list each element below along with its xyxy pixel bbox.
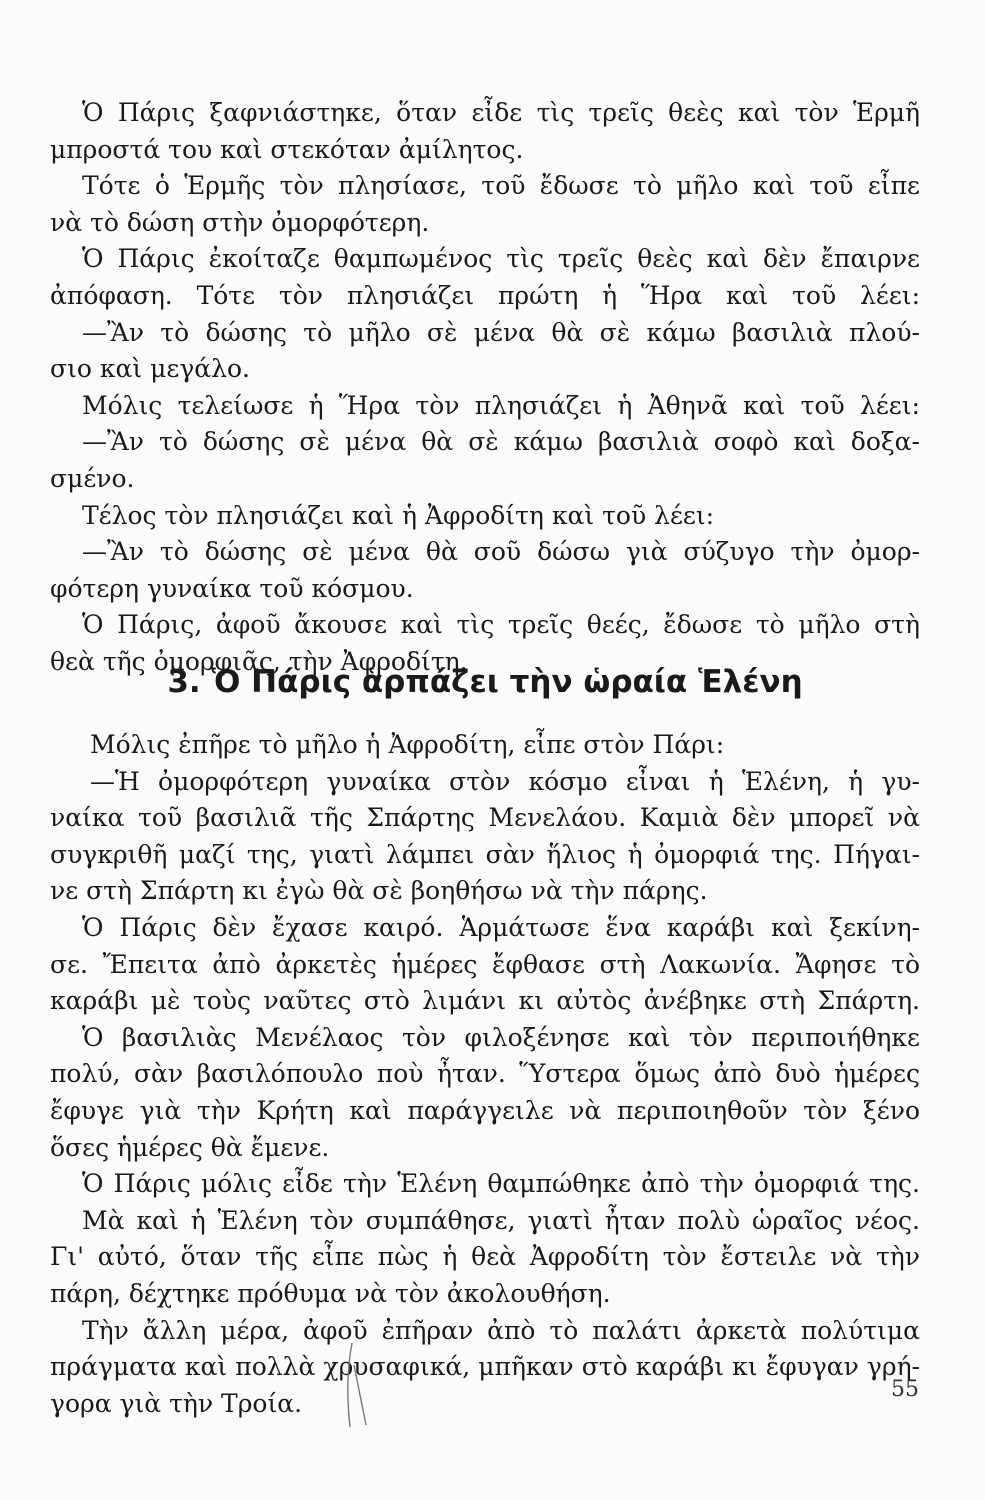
text-line: Τέλος τὸν πλησιάζει καὶ ἡ Ἀφροδίτη καὶ τοῦ λέει:	[82, 500, 715, 530]
page-number: 55	[891, 1377, 919, 1402]
section-1	[50, 95, 920, 681]
text-line: Ὁ βασιλιὰς Μενέλαος τὸν φιλοξένησε καὶ τὸν περιποιήθηκε	[82, 1022, 920, 1052]
text-line: συγκριθῆ μαζί της, γιατὶ λάμπει σὰν ἥλιος ἡ ὀμορφιά της. Πήγαι-	[50, 839, 920, 869]
pen-mark	[330, 1335, 380, 1435]
text-line: Τότε ὁ Ἑρμῆς τὸν πλησίασε, τοῦ ἔδωσε τὸ μῆλο καὶ τοῦ εἶπε	[82, 171, 920, 201]
text-line: πράγματα καὶ πολλὰ χρυσαφικά, μπῆκαν στὸ καράβι κι ἔφυγαν γρή-	[50, 1352, 920, 1382]
section-heading: 3. Ὁ Πάρις ἁρπάζει τὴν ὡραία Ἑλένη	[167, 664, 803, 700]
text-line: Γι' αὐτό, ὅταν τῆς εἶπε πὼς ἡ θεὰ Ἀφροδίτη τὸν ἔστειλε νὰ τὴν	[50, 1242, 920, 1272]
text-line: Τὴν ἄλλη μέρα, ἀφοῦ ἐπῆραν ἀπὸ τὸ παλάτι ἀρκετὰ πολύτιμα	[82, 1315, 920, 1345]
text-line: ἔφυγε γιὰ τὴν Κρήτη καὶ παράγγειλε νὰ περιποιηθοῦν τὸν ξένο	[50, 1095, 920, 1125]
text-line: Ὁ Πάρις μόλις εἶδε τὴν Ἑλένη θαμπώθηκε ἀπὸ τὴν ὀμορφιά της.	[82, 1169, 920, 1199]
text-line: ὅσες ἡμέρες θὰ ἔμενε.	[50, 1132, 330, 1162]
text-line: ναίκα τοῦ βασιλιᾶ τῆς Σπάρτης Μενελάου. Καμιὰ δὲν μπορεῖ νὰ	[50, 803, 920, 833]
text-line: νε στὴ Σπάρτη κι ἐγὼ θὰ σὲ βοηθήσω νὰ τὴν πάρης.	[50, 876, 708, 906]
text-line: —Ἂν τὸ δώσης τὸ μῆλο σὲ μένα θὰ σὲ κάμω βασιλιὰ πλού-	[82, 317, 920, 347]
text-line: σμένο.	[50, 463, 135, 493]
text-line: θεὰ τῆς ὀμορφιᾶς, τὴν Ἀφροδίτη.	[50, 646, 468, 676]
text-line: Μόλις τελείωσε ἡ Ἥρα τὸν πλησιάζει ἡ Ἀθηνᾶ καὶ τοῦ λέει:	[82, 390, 920, 420]
text-line: σιο καὶ μεγάλο.	[50, 354, 250, 384]
text-line: Μόλις ἐπῆρε τὸ μῆλο ἡ Ἀφροδίτη, εἶπε στὸν Πάρι:	[90, 730, 725, 759]
text-line: φότερη γυναίκα τοῦ κόσμου.	[50, 573, 414, 603]
text-line: Ὁ Πάρις δὲν ἔχασε καιρό. Ἁρμάτωσε ἕνα καράβι καὶ ξεκίνη-	[82, 912, 920, 942]
text-line: καράβι μὲ τοὺς ναῦτες στὸ λιμάνι κι αὐτὸς ἀνέβηκε στὴ Σπάρτη.	[50, 986, 920, 1016]
text-line: —Ἡ ὀμορφότερη γυναίκα στὸν κόσμο εἶναι ἡ Ἑλένη, ἡ γυ-	[90, 766, 920, 796]
text-line: —Ἂν τὸ δώσης σὲ μένα θὰ σοῦ δώσω γιὰ σύζυγο τὴν ὀμορ-	[82, 537, 920, 567]
text-line: —Ἂν τὸ δώσης σὲ μένα θὰ σὲ κάμω βασιλιὰ σοφὸ καὶ δοξα-	[82, 427, 920, 457]
text-line: γορα γιὰ τὴν Τροία.	[50, 1388, 303, 1418]
text-line: Ὁ Πάρις, ἀφοῦ ἄκουσε καὶ τὶς τρεῖς θεές, ἔδωσε τὸ μῆλο στὴ	[82, 610, 920, 640]
text-line: πάρη, δέχτηκε πρόθυμα νὰ τὸν ἀκολουθήση.	[50, 1278, 611, 1308]
text-line: ἀπόφαση. Τότε τὸν πλησιάζει πρώτη ἡ Ἥρα καὶ τοῦ λέει:	[50, 280, 920, 310]
text-line: νὰ τὸ δώση στὴν ὀμορφότερη.	[50, 207, 430, 237]
text-line: σε. Ἔπειτα ἀπὸ ἀρκετὲς ἡμέρες ἔφθασε στὴ Λακωνία. Ἄφησε τὸ	[50, 949, 920, 979]
text-line: Ὁ Πάρις ξαφνιάστηκε, ὅταν εἶδε τὶς τρεῖς θεὲς καὶ τὸν Ἑρμῆ	[82, 98, 920, 127]
text-line: πολύ, σὰν βασιλόπουλο ποὺ ἦταν. Ὕστερα ὅμως ἀπὸ δυὸ ἡμέρες	[50, 1059, 920, 1089]
text-line: μπροστά του καὶ στεκόταν ἀμίλητος.	[50, 134, 524, 164]
section-2	[50, 727, 920, 1422]
text-line: Ὁ Πάρις ἐκοίταζε θαμπωμένος τὶς τρεῖς θεὲς καὶ δὲν ἔπαιρνε	[82, 244, 920, 274]
text-line: Μὰ καὶ ἡ Ἑλένη τὸν συμπάθησε, γιατὶ ἦταν πολὺ ὡραῖος νέος.	[82, 1205, 920, 1235]
